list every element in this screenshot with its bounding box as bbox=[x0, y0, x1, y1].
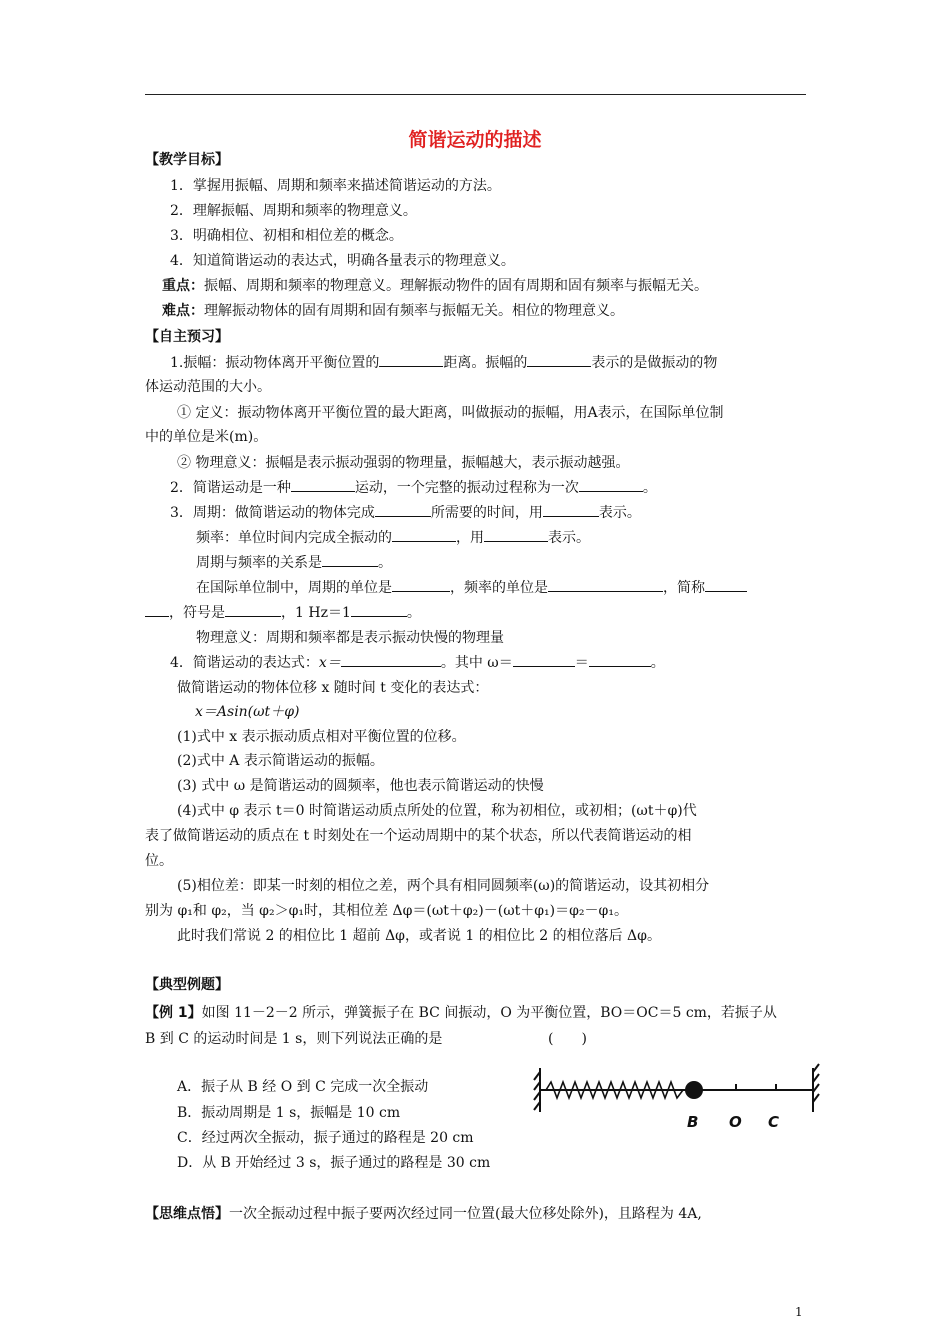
option-c: C．经过两次全振动，振子通过的路程是 20 cm bbox=[177, 1130, 474, 1146]
period-frequency-relation: 周期与频率的关系是 。 bbox=[196, 555, 392, 571]
blank bbox=[392, 529, 456, 542]
hard-text: 理解振动物体的固有周期和固有频率与振幅无关。相位的物理意义。 bbox=[204, 303, 624, 319]
section-examples-heading: 【典型例题】 bbox=[145, 977, 229, 993]
preview-expression: 4．简谐运动的表达式：x＝ 。其中 ω＝ ＝ 。 bbox=[170, 655, 665, 671]
hard-label: 难点： bbox=[162, 303, 204, 319]
example-1-stem: 【例 1】如图 11－2－2 所示，弹簧振子在 BC 间振动，O 为平衡位置，BO＝OC＝5 cm，若振子从 bbox=[145, 1005, 777, 1021]
key-points bbox=[162, 277, 708, 295]
blank bbox=[392, 579, 450, 592]
answer-bracket: ( ) bbox=[548, 1031, 587, 1047]
goal-2: 2．理解振幅、周期和频率的物理意义。 bbox=[170, 203, 417, 219]
header-rule bbox=[145, 94, 806, 95]
blank bbox=[291, 479, 355, 492]
preview-shm: 2．简谐运动是一种 运动，一个完整的振动过程称为一次 。 bbox=[170, 480, 657, 496]
goal-3: 3．明确相位、初相和相位差的概念。 bbox=[170, 228, 403, 244]
period-frequency-meaning: 物理意义：周期和频率都是表示振动快慢的物理量 bbox=[196, 630, 504, 646]
expression-note-3: (3) 式中 ω 是简谐运动的圆频率，他也表示简谐运动的快慢 bbox=[177, 778, 544, 794]
key-label: 重点： bbox=[162, 278, 204, 294]
oscillator-ball bbox=[685, 1081, 703, 1099]
blank bbox=[543, 504, 599, 517]
blank bbox=[225, 604, 281, 617]
expression-note-2: (2)式中 A 表示简谐运动的振幅。 bbox=[177, 753, 384, 769]
preview-period: 3．周期：做简谐运动的物体完成 所需要的时间，用 表示。 bbox=[170, 505, 641, 521]
option-a: A．振子从 B 经 O 到 C 完成一次全振动 bbox=[177, 1079, 429, 1095]
blank bbox=[589, 654, 651, 667]
blank bbox=[322, 554, 378, 567]
goal-1: 1．掌握用振幅、周期和频率来描述简谐运动的方法。 bbox=[170, 178, 501, 194]
thinking-note: 【思维点悟】一次全振动过程中振子要两次经过同一位置(最大位移处除外)，且路程为 4A, bbox=[145, 1206, 702, 1222]
preview-amplitude-cont: 体运动范围的大小。 bbox=[145, 379, 271, 395]
blank bbox=[579, 479, 643, 492]
example-label: 【例 1】 bbox=[145, 1005, 202, 1021]
si-units-cont: ，符号是 ，1 Hz＝1 。 bbox=[145, 604, 421, 622]
preview-frequency: 频率：单位时间内完成全振动的 ，用 表示。 bbox=[196, 530, 590, 546]
blank bbox=[484, 529, 548, 542]
phase-difference-cont: 别为 φ₁和 φ₂，当 φ₂＞φ₁时，其相位差 Δφ＝(ωt＋φ₂)－(ωt＋φ₁)＝φ₂－φ₁。 bbox=[145, 903, 628, 919]
amplitude-meaning: ② 物理意义：振幅是表示振动强弱的物理量，振幅越大，表示振动越强。 bbox=[177, 455, 630, 471]
amplitude-definition: ① 定义：振动物体离开平衡位置的最大距离，叫做振动的振幅，用A表示，在国际单位制 bbox=[177, 405, 724, 421]
blank bbox=[705, 579, 747, 592]
section-preview-heading: 【自主预习】 bbox=[145, 329, 229, 345]
difficult-points bbox=[162, 302, 624, 320]
expression-intro: 做简谐运动的物体位移 x 随时间 t 变化的表达式： bbox=[177, 680, 489, 696]
label-o: O bbox=[729, 1113, 742, 1131]
phase-difference: (5)相位差：即某一时刻的相位之差，两个具有相同圆频率(ω)的简谐运动，设其初相分 bbox=[177, 878, 710, 894]
blank bbox=[145, 604, 169, 617]
option-b: B．振动周期是 1 s，振幅是 10 cm bbox=[177, 1105, 401, 1121]
spring-oscillator-figure bbox=[530, 1060, 830, 1150]
preview-amplitude: 1.振幅：振动物体离开平衡位置的 距离。振幅的 表示的是做振动的物 bbox=[170, 355, 718, 371]
blank bbox=[513, 654, 575, 667]
goal-4: 4．知道简谐运动的表达式，明确各量表示的物理意义。 bbox=[170, 253, 515, 269]
expression-note-1: (1)式中 x 表示振动质点相对平衡位置的位移。 bbox=[177, 729, 466, 745]
key-text: 振幅、周期和频率的物理意义。理解振动物件的固有周期和固有频率与振幅无关。 bbox=[204, 278, 708, 294]
label-c: C bbox=[768, 1113, 780, 1131]
section-goals-heading: 【教学目标】 bbox=[145, 152, 229, 168]
expression-note-4-end: 位。 bbox=[145, 853, 173, 869]
expression-note-4-cont: 表了做简谐运动的质点在 t 时刻处在一个运动周期中的某个状态，所以代表简谐运动的相 bbox=[145, 828, 692, 844]
option-d: D．从 B 开始经过 3 s，振子通过的路程是 30 cm bbox=[177, 1155, 491, 1171]
page-number: 1 bbox=[795, 1305, 803, 1319]
si-units: 在国际单位制中，周期的单位是 ，频率的单位是 ，简称 bbox=[196, 579, 747, 597]
blank bbox=[375, 504, 431, 517]
blank bbox=[351, 604, 407, 617]
blank bbox=[548, 579, 663, 592]
left-wall bbox=[534, 1068, 540, 1112]
amplitude-definition-cont: 中的单位是米(m)。 bbox=[145, 429, 268, 445]
expression-note-4: (4)式中 φ 表示 t＝0 时简谐运动质点所处的位置，称为初相位，或初相；(ωt＋φ)代 bbox=[177, 803, 697, 819]
expression-formula: x＝Asin(ωt＋φ) bbox=[195, 704, 300, 720]
label-b: B bbox=[687, 1113, 699, 1131]
think-label: 【思维点悟】 bbox=[145, 1206, 229, 1222]
right-wall bbox=[813, 1064, 819, 1112]
page-title: 简谐运动的描述 bbox=[408, 129, 542, 151]
blank bbox=[379, 354, 443, 367]
example-1-stem-cont: B 到 C 的运动时间是 1 s，则下列说法正确的是 bbox=[145, 1031, 443, 1047]
blank bbox=[341, 654, 441, 667]
phase-lead-lag: 此时我们常说 2 的相位比 1 超前 Δφ，或者说 1 的相位比 2 的相位落后 Δφ。 bbox=[177, 928, 661, 944]
blank bbox=[527, 354, 591, 367]
